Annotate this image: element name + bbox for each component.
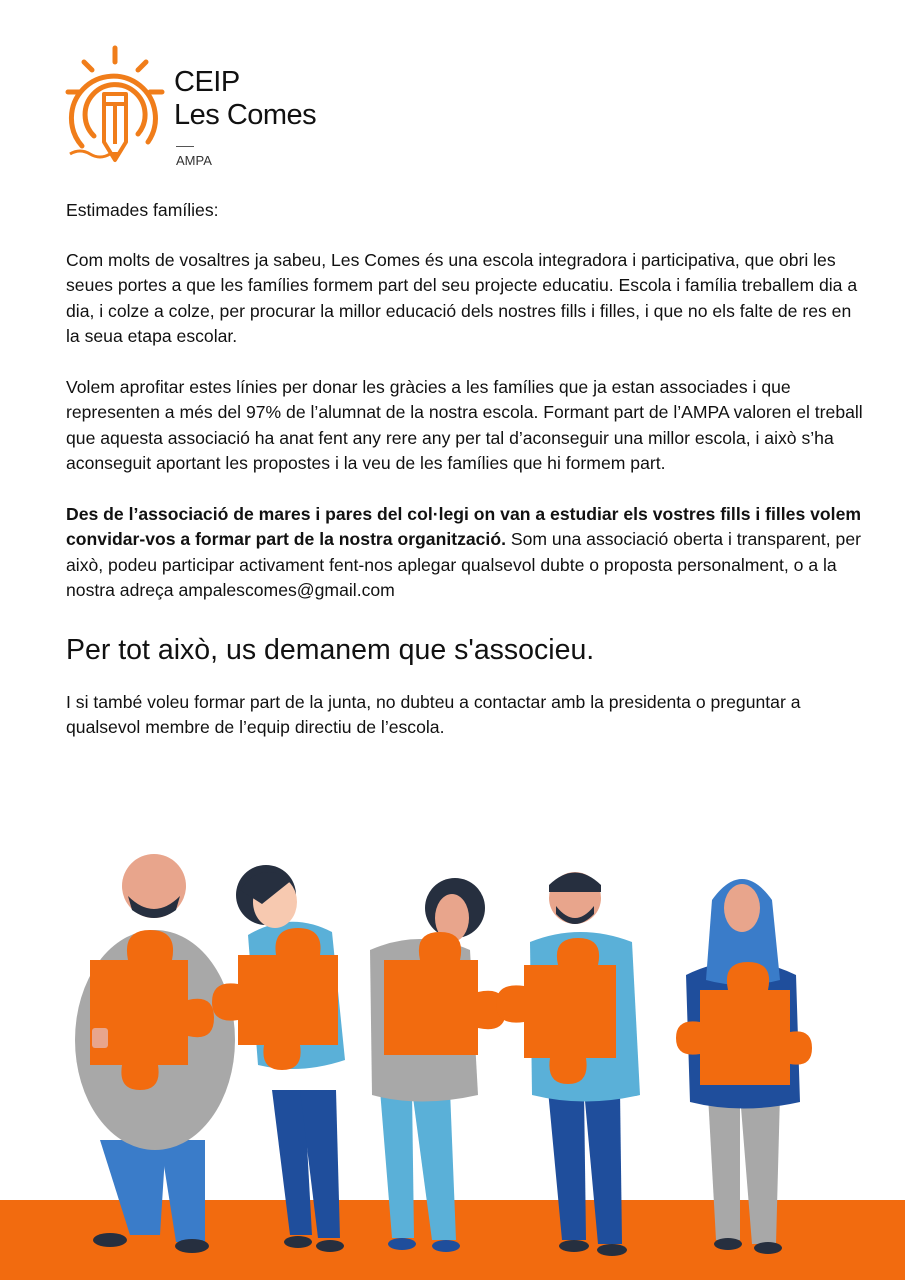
brand-divider bbox=[176, 146, 194, 147]
person-5 bbox=[676, 879, 812, 1254]
paragraph-intro: Com molts de vosaltres ja sabeu, Les Comes és una escola integradora i participativa, que obri les seues portes a que les famílies formem part del seu projecte educatiu. Escola i família treballem dia a dia, i colze a colze, per procurar la millor educació dels nostres fills i filles, i que no els falte de res en la seua etapa escolar. bbox=[66, 249, 858, 346]
paragraph-invitation bbox=[66, 502, 866, 604]
call-to-action-headline: Per tot això, us demanem que s'associeu. bbox=[66, 633, 595, 666]
paragraph-board: I si també voleu formar part de la junta, no dubteu a contactar amb la presidenta o preguntar a qualsevol membre de l’equip directiu de l’escola. bbox=[66, 691, 801, 737]
greeting: Estimades famílies: bbox=[66, 200, 219, 220]
pencil-compass-logo-icon bbox=[60, 44, 170, 174]
people-holding-puzzle-pieces bbox=[0, 840, 905, 1280]
paragraph-thanks: Volem aprofitar estes línies per donar les gràcies a les famílies que ja estan associades i que representen a més del 97% de l’alumnat de la nostra escola. Formant part de l’AMPA valoren el treball que aquesta associació ha anat fent any rere any per tal d’aconseguir una millor escola, i això s’ha aconseguit aportant les propostes i la veu de les famílies que hi formem part. bbox=[66, 376, 863, 473]
person-1 bbox=[75, 854, 235, 1253]
letter-body bbox=[66, 198, 866, 741]
brand-title-line2: Les Comes bbox=[174, 99, 317, 131]
person-3 bbox=[370, 878, 506, 1252]
brand-subtitle: AMPA bbox=[176, 153, 212, 168]
invitation-bold: Des de l’associació de mares i pares del col·legi on van a estudiar els vostres fills i filles volem convidar-vos a formar part de la nostra organització. bbox=[66, 503, 861, 549]
invitation-rest: Som una associació oberta i transparent, per això, podeu participar activament fent-nos aplegar qualsevol dubte o proposta personalment, o a la nostra adreça ampalescomes@gmail.com bbox=[66, 529, 861, 600]
person-4 bbox=[496, 872, 640, 1256]
brand-title-line1: CEIP bbox=[174, 66, 240, 98]
school-brand bbox=[174, 66, 316, 168]
